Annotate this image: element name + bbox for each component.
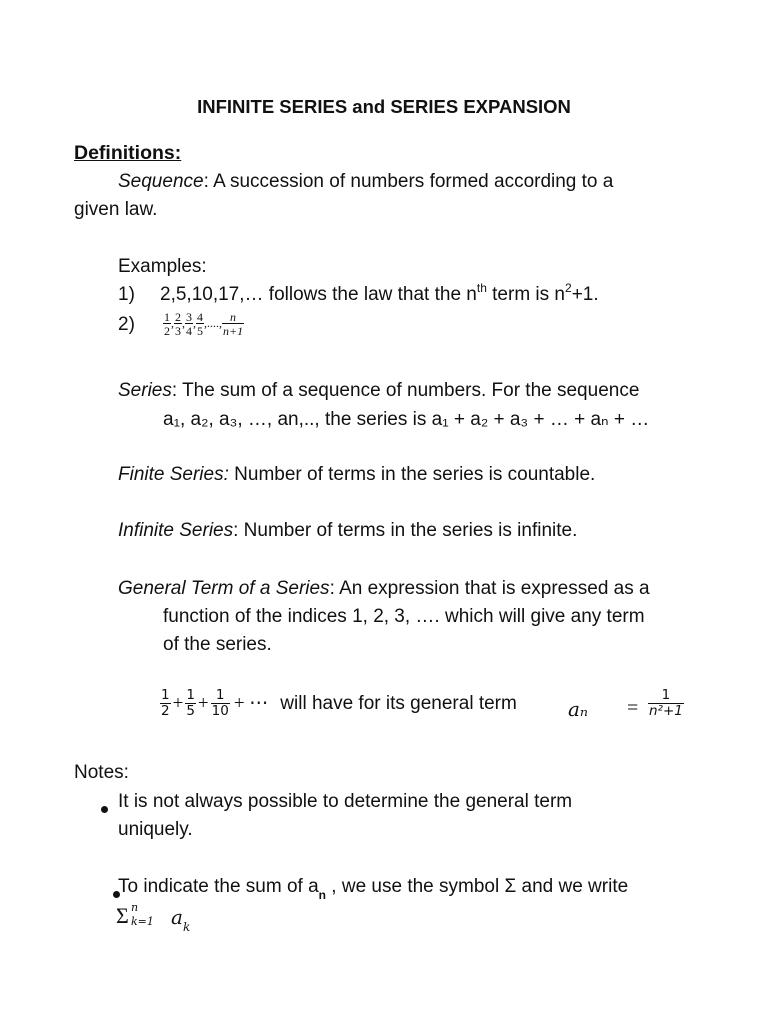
formula-text: will have for its general term [280,692,517,714]
finite-series-term: Finite Series: [118,464,229,485]
general-term-line2: function of the indices 1, 2, 3, …. which will give any term [163,606,645,627]
ex1-sup-th: th [476,280,487,295]
sequence-term: Sequence [118,171,204,192]
sigma-symbol: Σ [116,903,129,928]
ex2-frac-last: $\frac{n}{n+1}$ [223,310,244,338]
ex1-sup-2: 2 [565,280,572,295]
formula-plus-1: + [172,692,184,714]
example-1-text [160,280,599,306]
infinite-series-text: : Number of terms in the series is infinite. [233,520,578,541]
bullet-1-icon [101,806,108,813]
notes-heading: Notes: [74,762,129,783]
sigma-term: $a_k$ [171,905,191,934]
note-1-line1: It is not always possible to determine the general term [118,791,573,812]
page-title: INFINITE SERIES and SERIES EXPANSION [197,96,571,117]
ex2-frac-1: $\frac{1}{2}$ [164,310,170,338]
formula-trail: + ⋯ [233,692,269,714]
note-2-line1 [118,876,629,902]
examples-heading: Examples: [118,256,207,277]
note-1-line2: uniquely. [118,819,193,840]
sequence-definition-line2: given law. [74,199,158,220]
ex1-text-c: +1. [571,284,599,305]
example-2-fractions: $\frac{1}{2}$ , $\frac{2}{3}$ , $\frac{3}{4}$ , $\frac{4}{5}$ ,...., $\frac{n}{n+1}$ [164,310,244,338]
finite-series-definition [118,464,595,486]
formula-an-label: aₙ [568,697,589,721]
note-2-text-a: To indicate the sum of a [118,876,319,897]
infinite-series-term: Infinite Series [118,520,234,541]
series-definition-line2: a₁, a₂, a₃, …, an,.., the series is a₁ + a₂ + a₃ + … + aₙ + … [163,409,650,430]
general-term-line3: of the series. [163,634,272,655]
series-term: Series [118,380,172,401]
general-term-formula [160,689,517,718]
ex1-text-a: 2,5,10,17,… follows the law that the n [160,284,477,305]
formula-frac-2: $\frac{1}{5}$ [186,687,195,719]
sigma-lower-limit: k=1 [131,915,154,928]
sequence-definition-line1 [118,171,613,193]
note-2-text-b: , we use the symbol Σ and we write [326,876,629,897]
ex2-frac-2: $\frac{2}{3}$ [175,310,181,338]
note-2-sub-n: n [318,887,327,902]
series-definition-line1 [118,380,639,402]
ex2-frac-4: $\frac{4}{5}$ [197,310,203,338]
ex1-text-b: term is n [486,284,565,305]
ex2-ellipsis: ,...., [204,315,222,330]
formula-frac-3: $\frac{1}{10}$ [211,687,229,719]
general-term-line1 [118,578,650,600]
formula-result-frac: $\frac{1}{\text{n²+1}}$ [649,687,683,719]
formula-plus-2: + [197,692,209,714]
example-2-number: 2) [118,314,135,335]
formula-result [648,689,684,718]
sequence-text-1: : A succession of numbers formed according to a [203,171,614,192]
formula-frac-1: $\frac{1}{2}$ [161,687,170,719]
formula-equals: = [627,697,639,719]
series-text-1: : The sum of a sequence of numbers. For the sequence [171,380,640,401]
finite-series-text: Number of terms in the series is countable. [228,464,596,485]
infinite-series-definition [118,520,577,542]
sigma-upper-limit: n [131,901,139,914]
ex2-frac-3: $\frac{3}{4}$ [186,310,192,338]
example-1-number: 1) [118,284,135,305]
general-term-text-1: : An expression that is expressed as a [329,578,650,599]
definitions-heading: Definitions: [74,142,182,164]
general-term-term: General Term of a Series [118,578,330,599]
